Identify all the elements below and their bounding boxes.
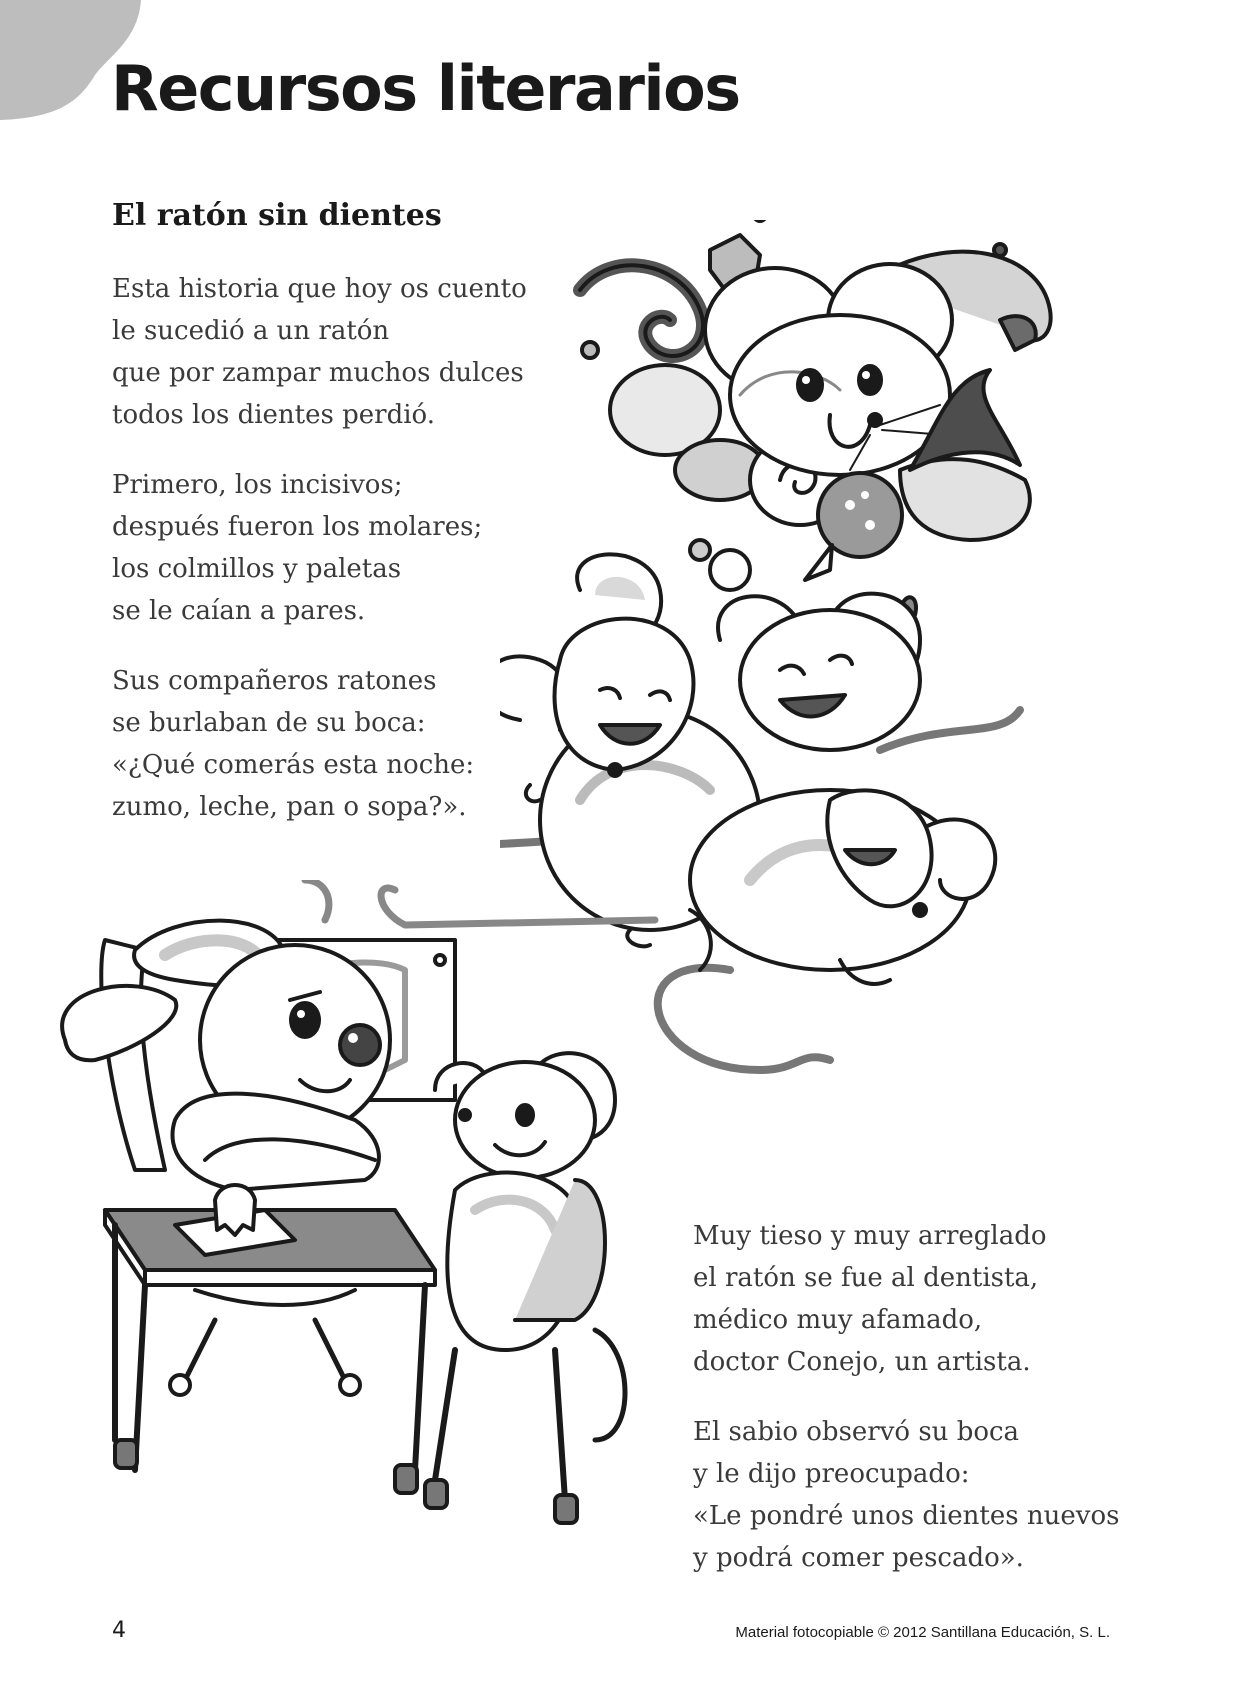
verse-line: Primero, los incisivos; bbox=[112, 470, 403, 500]
copyright-notice: Material fotocopiable © 2012 Santillana Educación, S. L. bbox=[735, 1624, 1110, 1641]
verse-line: los colmillos y paletas bbox=[112, 554, 402, 584]
verse-line: se le caían a pares. bbox=[112, 596, 366, 626]
verse-line: el ratón se fue al dentista, bbox=[693, 1263, 1039, 1293]
verse-line: y podrá comer pescado». bbox=[693, 1543, 1024, 1573]
verse-line: médico muy afamado, bbox=[693, 1305, 983, 1335]
stanza-5 bbox=[693, 1411, 1119, 1579]
stanza-1 bbox=[112, 268, 527, 436]
verse-line: y le dijo preocupado: bbox=[693, 1459, 970, 1489]
verse-line: Muy tieso y muy arreglado bbox=[693, 1221, 1047, 1251]
verse-line: «¿Qué comerás esta noche: bbox=[112, 750, 475, 780]
verse-line: «Le pondré unos dientes nuevos bbox=[693, 1501, 1120, 1531]
verse-line: doctor Conejo, un artista. bbox=[693, 1347, 1031, 1377]
verse-line: todos los dientes perdió. bbox=[112, 400, 435, 430]
verse-line: se burlaban de su boca: bbox=[112, 708, 426, 738]
verse-line: Sus compañeros ratones bbox=[112, 666, 437, 696]
verse-line: que por zampar muchos dulces bbox=[112, 358, 524, 388]
stanza-2 bbox=[112, 464, 482, 632]
verse-line: después fueron los molares; bbox=[112, 512, 483, 542]
page-number: 4 bbox=[112, 1618, 126, 1643]
verse-line: zumo, leche, pan o sopa?». bbox=[112, 792, 467, 822]
poem-title: El ratón sin dientes bbox=[112, 198, 442, 233]
stanza-4 bbox=[693, 1215, 1047, 1383]
verse-line: le sucedió a un ratón bbox=[112, 316, 390, 346]
page-title: Recursos literarios bbox=[111, 52, 740, 125]
verse-line: Esta historia que hoy os cuento bbox=[112, 274, 527, 304]
verse-line: El sabio observó su boca bbox=[693, 1417, 1020, 1447]
dentist-illustration bbox=[55, 880, 675, 1580]
stanza-3 bbox=[112, 660, 474, 828]
